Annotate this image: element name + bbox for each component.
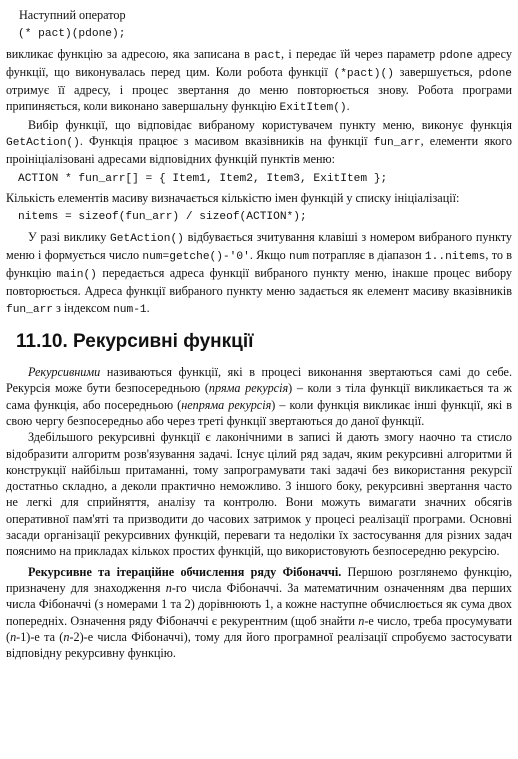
p7-run: Першою розглянемо функцію, призначену для знаходження [6, 564, 512, 595]
p1-run: завершується, [393, 64, 479, 79]
code-nitems: nitems = sizeof(fun_arr) / sizeof(ACTION*); [18, 211, 307, 224]
p7-run: -2)-е числа Фібоначчі), тому для його програмної реалізації спробуємо застосувати відповідну рекурсивну функцію. [6, 629, 512, 661]
inline-code: main() [56, 269, 97, 282]
paragraph-getaction-call [6, 229, 512, 318]
bold-lead: Рекурсивне та ітераційне обчислення ряду Фібоначчі. [28, 564, 342, 579]
paragraph-array-count: Кількість елементів масиву визначається кількістю імен функцій у списку ініціалізації: [6, 190, 460, 205]
p1-run: отримує її адресу, і процес звертання до меню повторюється знову. Робота програми припиняється, коли виконано завершальну функцію [6, 83, 512, 114]
p4-run: потрапляє в діапазон [309, 247, 425, 262]
p2-run: , елементи якого проініціалізовані адресами відповідних функцій пунктів меню: [6, 134, 512, 167]
inline-code: fun_arr [6, 303, 53, 316]
inline-code: GetAction() [6, 137, 80, 150]
inline-code: ExitItem() [279, 102, 347, 115]
code-array-init: ACTION * fun_arr[] = { Item1, Item2, Item3, ExitItem }; [18, 172, 388, 185]
section-heading: 11.10. Рекурсивні функції [16, 331, 254, 353]
p7-run: -го числа Фібоначчі. За математичним означенням два перших числа Фібоначчі (з номерами 1 та 2) дорівнюють 1, а кожне наступне обчислюється як сума двох попередніх. Означення ряду Фібоначчі є рекурентним (щоб знайти [6, 580, 512, 628]
inline-code: GetAction() [110, 232, 184, 245]
paragraph-getaction [6, 117, 512, 168]
p1-run: викликає функцію за адресою, яка записана в [6, 46, 255, 61]
p4-run: передається адреса функції вибраного пункту меню, інакше процес вибору повторюється. Адреса функції вибраного пункту меню задається як елемент масиву вказівників [6, 266, 512, 299]
italic-term: n [358, 613, 365, 628]
italic-term: Рекурсивними [28, 365, 101, 380]
inline-code: num=getche()-'0' [142, 250, 250, 263]
p5-run: ) – коли функція викликає інші функції, які в свою чергу безпосередньо або через треті функції звертаються до даної функції. [6, 397, 512, 428]
p4-run: з індексом [53, 300, 114, 315]
p4-run: , то в функцію [6, 247, 513, 281]
inline-code: pact [254, 49, 282, 62]
inline-code: (*pact)() [333, 67, 394, 80]
p4-run: У разі виклику [28, 229, 111, 244]
code-pointer-call: (* pact)(pdone); [18, 28, 126, 41]
p2-run: Вибір функції, що відповідає вибраному користувачем пункту меню, виконує функція [28, 117, 512, 132]
label-next-operator: Наступний оператор [19, 8, 126, 22]
inline-code: 1..nitems [424, 250, 486, 263]
italic-term: непряма рекурсія [181, 397, 272, 412]
paragraph-recursion-definition [6, 364, 512, 429]
italic-term: пряма рекурсія [208, 381, 289, 396]
p4-run: . Якщо [249, 247, 289, 262]
p5-run: називаються функції, які в процесі виконання звертаються самі до себе. Рекурсія може бути безпосередньою ( [6, 365, 512, 396]
paragraph-fibonacci [6, 564, 512, 662]
p4-run: відбувається зчитування клавіші з номером вибраного пункту меню і формується число [6, 229, 513, 262]
inline-code: num-1 [113, 303, 147, 316]
p1-run: . [346, 99, 350, 114]
p1-run: , і передає їй через параметр [281, 46, 440, 61]
inline-code: num [288, 250, 310, 263]
paragraph-call-explanation [6, 46, 512, 117]
inline-code: fun_arr [373, 137, 421, 150]
p1-run: адресу функції, що виконувалась перед цим. Коли робота функції [6, 46, 512, 79]
italic-term: n [63, 629, 70, 644]
inline-code: pdone [478, 67, 512, 80]
inline-code: pdone [439, 49, 473, 62]
italic-term: n [165, 580, 172, 595]
italic-term: n [10, 629, 17, 644]
p2-run: . Функція працює з масивом вказівників на функції [79, 134, 374, 149]
p7-run: -1)-е та ( [16, 629, 64, 644]
p5-run: ) – коли з тіла функції викликається та ж сама функція, або посередньою ( [6, 381, 512, 412]
paragraph-recursion-properties: Здебільшого рекурсивні функції є лаконічними в записі й дають змогу наочно та стисло відобразити алгоритм розв'язування задачі. Існує цілий ряд задач, яким рекурсивні алгоритми й конструкції найбільш притаманні, тому запрограмувати такі задачі без використання рекурсії достатньо складно, а деколи практично неможливо. З іншого боку, рекурсивні звертання часто не легкі для сприйняття, аналізу та контролю. Вони можуть вимагати значних обсягів оперативної пам'яті та призводити до часових затримок у процесі реалізації програми. Основні засади організації рекурсивних функцій, переваги та недоліки їх застосування для різних задач пояснимо на прикладах кількох простих функцій, що використовують безпосередню рекурсію. [6, 430, 512, 559]
p4-run: . [146, 300, 150, 315]
p7-run: -е число, треба просумувати ( [6, 613, 512, 644]
